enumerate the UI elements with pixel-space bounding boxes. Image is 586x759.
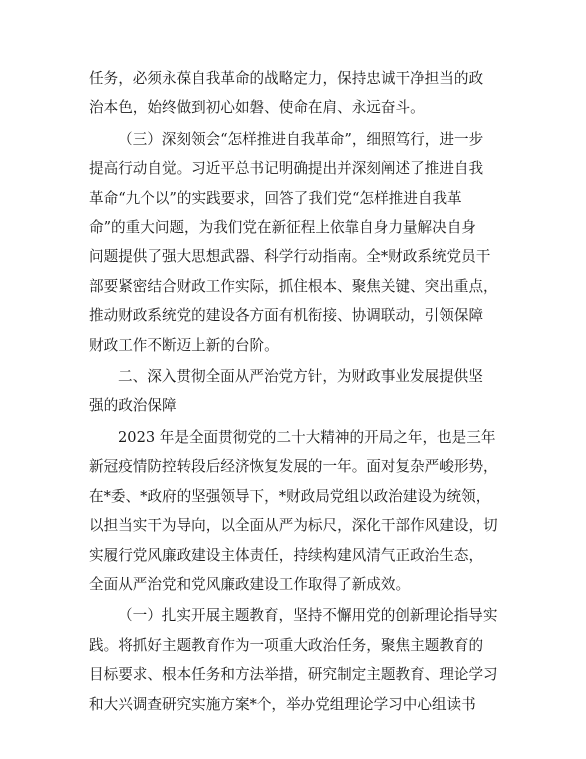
text-line: 践。将抓好主题教育作为一项重大政治任务，聚焦主题教育的 [89, 636, 484, 654]
text-line: 推动财政系统党的建设各方面有机衔接、协调联动，引领保障 [89, 307, 484, 325]
text-line: 实履行党风廉政建设主体责任，持续构建风清气正政治生态， [89, 546, 484, 564]
text-line: 任务，必须永葆自我革命的战略定力，保持忠诚干净担当的政 [89, 70, 484, 87]
text-line: 命”的重大问题，为我们党在新征程上依靠自身力量解决自身 [89, 219, 476, 237]
text-line: 目标要求、根本任务和方法举措，研究制定主题教育、理论学习 [89, 666, 498, 684]
text-line: 提高行动自觉。习近平总书记明确提出并深刻阐述了推进自我 [89, 160, 484, 178]
text-line: 强的政治保障 [89, 397, 177, 415]
text-line: 二、深入贯彻全面从严治党方针，为财政事业发展提供坚 [118, 368, 483, 386]
text-line: （一）扎实开展主题教育，坚持不懈用党的创新理论指导实 [118, 607, 498, 625]
text-line: 问题提供了强大思想武器、科学行动指南。全*财政系统党员干 [89, 248, 491, 266]
paragraph-4 [89, 601, 509, 719]
text-line: 2023 年是全面贯彻党的二十大精神的开局之年，也是三年 [118, 428, 496, 446]
text-line: （三）深刻领会“怎样推进自我革命”，细照笃行，进一步 [118, 130, 484, 148]
text-line: 治本色，始终做到初心如磐、使命在肩、永远奋斗。 [89, 99, 425, 117]
text-line: 以担当实干为导向，以全面从严为标尺，深化干部作风建设，切 [89, 517, 498, 535]
text-line: 在*委、*政府的坚强领导下，*财政局党组以政治建设为统领， [89, 487, 491, 505]
text-line: 部要紧密结合财政工作实际，抓住根本、聚焦关键、突出重点， [89, 277, 498, 295]
text-line: 全面从严治党和党风廉政建设工作取得了新成效。 [89, 575, 411, 593]
text-line: 和大兴调查研究实施方案*个，举办党组理论学习中心组读书 [89, 695, 476, 713]
document-body [89, 64, 509, 721]
text-line: 财政工作不断迈上新的台阶。 [89, 336, 279, 354]
paragraph-2 [89, 125, 509, 360]
section-heading [89, 362, 509, 421]
text-line: 革命“九个以”的实践要求，回答了我们党“怎样推进自我革 [89, 189, 462, 207]
paragraph-3 [89, 423, 509, 599]
paragraph-1 [89, 64, 509, 123]
text-line: 新冠疫情防控转段后经济恢复发展的一年。面对复杂严峻形势， [89, 458, 498, 476]
